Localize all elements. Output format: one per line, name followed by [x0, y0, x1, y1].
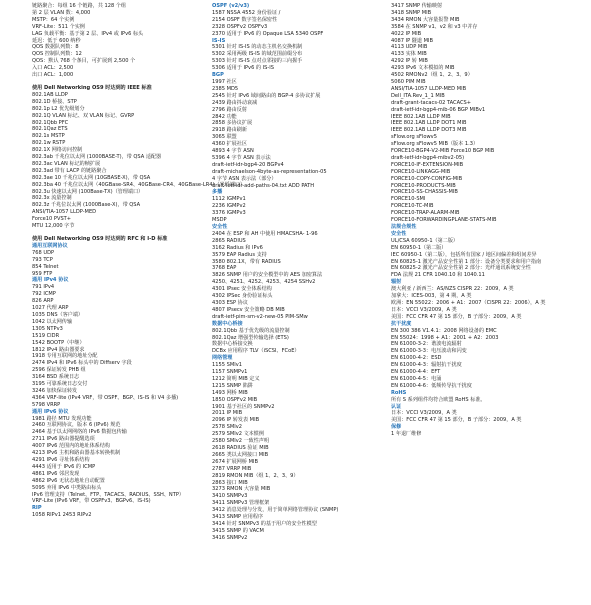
spec-line: 2096 IP 转发表 MIB [212, 417, 260, 424]
spec-line: FORCE10-IF-EXTENSION-MIB [391, 161, 464, 168]
section-heading: 使用 Dell Networking OS9 时达到的 RFC 和 I-D 标准 [32, 236, 168, 242]
spec-line: 802.1Q VLAN 标记、双 VLAN 标记、GVRP [32, 112, 135, 119]
spec-line: 854 Telnet [32, 263, 59, 270]
spec-line: FORCE10-TC-MIB [391, 203, 434, 210]
spec-line: 2858 多协议扩展 [212, 120, 253, 127]
spec-line: 3826 SNMP 用户的安全模型中的 AES 加密算法 [212, 272, 323, 279]
section-heading: 通用 IPv4 协议 [32, 277, 69, 284]
spec-line: FORCE10-COPY-CONFIG-MIB [391, 175, 463, 182]
spec-line: 2579 SMIv2 文本惯例 [212, 431, 264, 438]
section-heading: 使用 Dell Networking OS9 时达到的 IEEE 标准 [32, 84, 152, 91]
spec-line: 日本：VCCI V3/2009，A 类 [391, 306, 457, 313]
spec-column-3 [391, 3, 573, 438]
spec-line: FORCE10-SMI [391, 196, 426, 203]
spec-line: IEEE 802.1AB LLDP DOT3 MIB [391, 127, 467, 134]
spec-line: 1493 网桥 MIB [212, 389, 248, 396]
spec-line: 链路聚合：每组 16 个链路，共 128 个组 [32, 3, 126, 9]
spec-line: draft-grant-tacacs-02 TACACS+ [391, 99, 472, 106]
spec-line: 数据中心桥接交换 [212, 341, 253, 348]
spec-line: 美国：FCC CFR 47 第 15 部分，B 子部分：2009，A 类 [391, 417, 522, 424]
spec-line: 2474 IPv4 和 IPv6 标头中的 Diffserv 字段 [32, 360, 132, 367]
spec-line: 4301 IPsec 安全体系结构 [212, 286, 272, 293]
spec-line: 1155 SMIv1 [212, 362, 242, 369]
spec-line: 4364 VRF-lite (IPv4 VRF，带 OSPF、BGP、IS-IS 和 V4 多播) [32, 394, 179, 401]
section-heading: 法规合规性 [391, 224, 417, 230]
spec-line: FORCE10-FORWARDINGPLANE-STATS-MIB [391, 217, 497, 224]
spec-line: DCBx 应用程序 TLV（iSCSI、FCoE） [212, 348, 300, 355]
spec-line: 4302 IPSec 身份验证标头 [212, 293, 273, 300]
spec-line: 2578 SMIv2 [212, 424, 242, 431]
spec-line: 3415 SNMP 的 VACM [212, 527, 264, 534]
spec-line: sFlow.org sFlowv5 [391, 134, 437, 141]
spec-line: 2819 RMON MIB（组 1、2、3、9） [212, 472, 299, 479]
spec-line: 4893 4 字节 ASN [212, 148, 254, 155]
spec-line: EN 61000-3-3：电压波动和闪变 [391, 348, 467, 355]
spec-line: 4303 ESP 协议 [212, 299, 248, 306]
spec-line: 2863 接口 MIB [212, 479, 248, 486]
spec-line: 2665 类以太网接口 MIB [212, 451, 269, 458]
spec-line: FORCE10-SS-CHASSIS-MIB [391, 189, 458, 196]
section-heading: BGP [212, 72, 224, 79]
spec-line: 2580 SMIv2 一致性声明 [212, 438, 270, 445]
spec-line: 802.1w RSTP [32, 140, 66, 147]
spec-line: 1215 SNMP 陷阱 [212, 382, 253, 389]
spec-line: 5396 4 字节 ASN 表示法 [212, 154, 271, 161]
spec-line: 2385 MD5 [212, 85, 239, 92]
spec-line: 1157 SNMPv1 [212, 369, 248, 376]
spec-line: IEC 60950-1（第二版），包括所有国家 / 地区间偏差和组间差异 [391, 251, 537, 258]
spec-line: 802.3z 千兆位以太网 (1000Base-X)，带 QSA [32, 202, 141, 209]
spec-line: 4291 IPv6 寻址体系结构 [32, 457, 90, 463]
spec-line: 1042 以太网传输 [32, 318, 73, 325]
spec-line: FORCE10-LINKAGG-MIB [391, 168, 451, 175]
spec-line: UL/CSA 60950-1（第二版） [391, 237, 459, 244]
spec-line: ANSI/TIA-1057 LLDP-MED [32, 209, 97, 216]
spec-line: 4213 IPv6 主机和路由器基本转换机制 [32, 450, 121, 457]
spec-line: 3417 SNMP 传输映射 [391, 3, 443, 9]
spec-line: 802.1AB LLDP [32, 91, 68, 98]
spec-line: 802.3ac VLAN 标记的帧扩展 [32, 160, 101, 167]
spec-line: 5060 PIM MIB [391, 78, 426, 85]
spec-line: 3579 EAP Radius 支持 [212, 251, 267, 258]
spec-line: 2842 功能 [212, 113, 237, 120]
spec-line: 802.1X 网络访问控制 [32, 147, 83, 154]
spec-line: 欧洲：EN 55022：2006 + A1：2007（CISPR 22：2006），A 类 [391, 299, 546, 306]
spec-line: Dell_ITA.Rev_1_1 MIB [391, 92, 445, 99]
section-heading: 辐射 [391, 279, 402, 286]
spec-line: IPv6 管理支持（Telnet、FTP、TACACS、RADIUS、SSH、NTP） [32, 491, 185, 498]
spec-line: 791 IPv4 [32, 284, 55, 291]
spec-column-2 [212, 3, 384, 542]
spec-line: 2154 OSPF 数字签名保密性 [212, 16, 278, 23]
section-heading: 安全性 [391, 230, 407, 237]
spec-line: 2711 IPv6 路由器提醒选项 [32, 436, 95, 443]
spec-line: 5798 VRRP [32, 401, 61, 408]
spec-line: 802.1p L2 优先级划分 [32, 105, 85, 112]
section-heading: 抗干扰度 [391, 320, 412, 327]
spec-line: 3414 针对 SNMPv3 的基于用户的安全性模型 [212, 520, 317, 527]
spec-line: EN 61000-4-3：辐射抗干扰度 [391, 362, 462, 369]
spec-line: VRF-Lite (IPv6 VRF，带 OSPFv3、BGPv6、IS-IS) [32, 498, 151, 505]
spec-line: draft-ietf-pim-sm-v2-new-05 PIM-SMw [212, 313, 308, 320]
spec-line: 802.1Qbb PFC [32, 119, 69, 126]
spec-line: 802.1D 桥接、STP [32, 98, 77, 105]
spec-line: 2236 IGMPv2 [212, 203, 246, 210]
spec-line: 802.1Qbb 基于优先级的流量控制 [212, 327, 290, 334]
spec-line: 2618 RADIUS 验证 MIB [212, 445, 269, 451]
spec-line: 3065 联盟 [212, 134, 237, 141]
spec-line: 4113 UDP MIB [391, 44, 428, 51]
spec-line: 4250、4251、4252、4253、4254 SSHv2 [212, 279, 316, 286]
spec-line: 第 2 层 VLAN 数：4,000 [32, 9, 91, 16]
spec-line: 5095 弃用 IPv6 中类路由标头 [32, 484, 102, 491]
spec-line: EN 61000-4-6：低频传导抗干扰度 [391, 382, 472, 389]
section-heading: OSPF (v2/v3) [212, 3, 250, 9]
spec-line: 802.3ad 带有 LACP 的链路聚合 [32, 167, 107, 174]
spec-line: 1212 简明 MIB 定义 [212, 375, 260, 382]
spec-line: 2464 基于以太网网络的 IPv6 数据包传输 [32, 429, 127, 436]
spec-line: 2328 OSPFv2 OSPFv3 [212, 23, 268, 30]
spec-line: 802.3ab 千兆位以太网 (1000BASE-T)，带 QSA 适配器 [32, 154, 162, 161]
spec-line: 1812 IPv4 路由器要求 [32, 346, 85, 353]
spec-line: EN 61000-4-4：EFT [391, 369, 441, 376]
spec-line: 3273 RMON 大容量 MIB [212, 486, 271, 493]
spec-line: EN 60825-1 激光产品安全性第 1 部分：设备分类要求和用户指南 [391, 258, 542, 265]
spec-line: MSTP：64 个实例 [32, 16, 75, 23]
spec-line: draft-michaelson-4byte-as-representation-05 [212, 168, 327, 175]
spec-line: 澳大利亚 / 新西兰：AS/NZS CISPR 22：2009，A 类 [391, 286, 514, 293]
section-heading: IS-IS [212, 37, 226, 44]
spec-line: 802.1Qaz ETS [32, 126, 68, 133]
spec-line: MTU 12,000 字节 [32, 223, 75, 230]
spec-line: 4 字节 ASN 表示法（部分） [212, 175, 277, 182]
spec-line: 826 ARP [32, 298, 54, 305]
spec-line: 所有 S 系列组件均符合欧盟 RoHS 标准。 [391, 396, 486, 403]
spec-line: 4087 IP 隧道 MIB [391, 37, 433, 44]
spec-line: 802.1s MSTP [32, 133, 65, 140]
spec-line: QOS：默认 768 个条目，可扩展到 2,500 个 [32, 58, 136, 65]
spec-line: FORCE10-PRODUCTS-MIB [391, 182, 456, 189]
spec-line: IEEE 802.1AB LLDP DOT1 MIB [391, 120, 467, 127]
spec-line: 4443 适用于 IPv6 的 ICMP [32, 463, 96, 470]
spec-line: 加拿大：ICES-003，第 4 期，A 类 [391, 293, 472, 300]
spec-line: 延迟：低于 600 纳秒 [32, 37, 81, 44]
spec-line: 1519 CIDR [32, 332, 60, 339]
spec-line: sFlow.org sFlowv5 MIB（版本 1.3） [391, 141, 479, 148]
spec-line: 3164 BSD 系统日志 [32, 374, 80, 381]
spec-line: 3580 802.1X，带有 RADIUS [212, 258, 281, 265]
spec-line: EN 55024：1998 + A1：2001 + A2：2003 [391, 334, 499, 341]
spec-line: Force10 PVST+ [32, 216, 72, 223]
spec-line: 5306 适用于 IPv6 的 IS-IS [212, 65, 274, 72]
spec-line: EN 60825-2 激光产品安全性第 2 部分：光纤通讯系统安全性 [391, 265, 531, 272]
spec-line: 802.3u 快速以太网 (100Base-TX)（管理端口） [32, 188, 144, 195]
spec-line: EN 61000-3-2：谐波电流辐射 [391, 341, 462, 348]
spec-line: FORCE10-TRAP-ALARM-MIB [391, 210, 460, 217]
spec-line: draft-ietf-idr-bgp4-mibv2-05) [391, 154, 465, 161]
section-heading: 网络管理 [212, 355, 233, 362]
spec-line: 2460 互联网协议，版本 6 (IPv6) 规范 [32, 422, 121, 429]
spec-line: 3410 SNMPv3 [212, 493, 248, 500]
spec-line: 出口 ACL：1,000 [32, 72, 74, 79]
spec-line: 802.3x 流量控制 [32, 195, 72, 202]
spec-line: 2439 路由抖动衰减 [212, 99, 258, 106]
spec-line: 4007 IPv6 范围内的地址体系结构 [32, 443, 110, 450]
section-heading: 认证 [391, 403, 402, 410]
spec-line: EN 60950-1（第二版） [391, 244, 447, 251]
spec-line: 1058 RIPv1 2453 RIPv2 [32, 512, 92, 519]
spec-line: 5301 针对 IS-IS 的动态主机名交换机制 [212, 44, 303, 51]
section-heading: 安全性 [212, 224, 228, 230]
spec-line: 792 ICMP [32, 291, 56, 298]
spec-line: 4502 RMONv2（组 1、2、3、9） [391, 72, 473, 79]
spec-line: 2596 保证转发 PHB 组 [32, 367, 86, 374]
spec-line: 5302 采用两级 IS-IS 的域范围前缀分布 [212, 51, 303, 58]
spec-line: 1035 DNS（客户端） [32, 311, 84, 318]
spec-line: 959 FTP [32, 270, 53, 277]
spec-line: 802.1Qaz 增强型传输选择 (ETS) [212, 334, 289, 341]
spec-line: MSDP [212, 217, 227, 224]
spec-line: ANSI/TIA-1057 LLDP-MED MIB [391, 85, 467, 92]
spec-line: 4360 扩展社区 [212, 141, 247, 148]
spec-line: 2545 针对 IPv6 域间路由的 BGP-4 多协议扩展 [212, 92, 321, 99]
spec-line: 1 年退厂维修 [391, 431, 422, 438]
spec-line: 3246 加快保证转发 [32, 387, 78, 394]
section-heading: RoHS [391, 389, 407, 396]
spec-line: 1981 路径 MTU 发现功能 [32, 415, 92, 422]
spec-line: EN 61000-4-2：ESD [391, 355, 442, 362]
spec-line: 4292 IP 转 MIB [391, 58, 428, 65]
section-heading: RIP [32, 505, 42, 512]
spec-line: LAG 负载平衡：基于第 2 层、IPv4 或 IPv6 标头 [32, 30, 144, 37]
spec-line: 2011 IP MIB [212, 410, 243, 417]
spec-line: 日本：VCCI V3/2009，A 类 [391, 410, 457, 417]
spec-line: 3416 SNMPv2 [212, 534, 248, 541]
spec-line: 1918 专用互联网的地址分配 [32, 353, 98, 360]
spec-line: IEEE 802.1AB LLDP MIB [391, 113, 451, 120]
spec-line: 768 UDP [32, 249, 55, 256]
spec-line: 美国：FCC CFR 47 第 15 部分，B 子部分：2009，A 类 [391, 313, 522, 320]
spec-line: EN 61000-4-5：电涌 [391, 375, 442, 382]
spec-line: draft-ietf-idr-bgp4-mib-06 BGP MIBv1 [391, 106, 486, 113]
spec-line: 3412 消息处理与分发，用于简单网络管理协议 (SNMP) [212, 507, 339, 514]
spec-line: 3584 在 SNMP v1、v2 和 v3 中并存 [391, 23, 478, 30]
spec-line: 3162 Radius 和 IPv6 [212, 244, 263, 251]
spec-line: 4293 IPv6 文本模拟的 MIB [391, 65, 455, 72]
spec-line: 3376 IGMPv3 [212, 210, 246, 217]
spec-line: 1850 OSPFv2 MIB [212, 396, 258, 403]
spec-line: 3434 RMON 大容量报警 MIB [391, 16, 460, 23]
spec-line: 3768 EAP [212, 265, 237, 272]
spec-line: 4022 IP MIB [391, 30, 422, 37]
section-heading: 保修 [391, 424, 402, 431]
spec-line: 入口 ACL：2,500 [32, 65, 74, 72]
spec-line: 1997 社区 [212, 78, 237, 85]
spec-line: 2674 扩展网桥 MIB [212, 458, 258, 465]
spec-line: VRF-Lite：511 个实例 [32, 23, 85, 30]
spec-line: draft-ietf-idr-bgp4-20 BGPv4 [212, 161, 284, 168]
section-heading: 数据中心桥接 [212, 320, 243, 327]
spec-line: 4807 IPsecv 安全策略 DB MIB [212, 306, 285, 313]
spec-line: QOS 控制队列数：12 [32, 51, 82, 58]
spec-line: EN 300 386 V1.4.1：2008 网络设备的 EMC [391, 327, 497, 334]
spec-line: 1305 NTPv3 [32, 325, 63, 332]
spec-line: 2865 RADIUS [212, 237, 246, 244]
spec-line: QOS 数据队列数：8 [32, 44, 79, 51]
spec-line: 793 TCP [32, 256, 53, 263]
spec-line: 1542 BOOTP（中继） [32, 339, 85, 346]
spec-line: 3195 可靠系统日志交付 [32, 381, 88, 388]
spec-line: 1027 代理 ARP [32, 305, 69, 312]
spec-line: 1112 IGMPv1 [212, 196, 246, 203]
spec-line: 3411 SNMPv3 管理框架 [212, 500, 270, 507]
spec-line: 4861 IPv6 邻居发现 [32, 470, 80, 477]
spec-line: 4862 IPv6 无状态地址自动配置 [32, 477, 105, 484]
spec-line: 1901 基于社区的 SNMPv2 [212, 403, 275, 410]
spec-line: 4133 实体 MIB [391, 51, 427, 58]
spec-line: draft-ietf-idr-add-paths-04.txt ADD PATH [212, 182, 315, 189]
spec-line: 802.3ba 40 千兆位以太网（40GBase-SR4、40GBase-CR4、40GBase-LR4)（光纤端口） [32, 181, 246, 188]
section-heading: 通用 IPv6 协议 [32, 408, 69, 415]
spec-line: 802.3ae 10 千兆位以太网 (10GBASE-X)，带 QSA [32, 174, 151, 181]
spec-line: 2796 路由反射 [212, 106, 247, 113]
spec-line: 2370 适用于 IPv6 的 Opaque LSA 5340 OSPF [212, 30, 324, 37]
section-heading: 通用互联网协议 [32, 242, 68, 249]
section-heading: 多播 [212, 189, 223, 196]
spec-line: FORCE10-BGP4-V2-MIB Force10 BGP MIB [391, 148, 495, 155]
spec-line: 2918 路由刷新 [212, 127, 247, 134]
spec-line: 3418 SNMP MIB [391, 9, 432, 16]
spec-line: 5303 针对 IS-IS 点对点邻接的三向握手 [212, 58, 303, 65]
spec-line: 1587 NSSA 4552 身份验证 / [212, 9, 281, 16]
spec-line: FDA 法规 21 CFR 1040.10 和 1040.11 [391, 272, 485, 279]
spec-line: 3413 SNMP 应用程序 [212, 514, 264, 521]
spec-line: 2404 在 ESP 和 AH 中使用 HMACSHA- 1-96 [212, 230, 318, 237]
spec-line: 2787 VRRP MIB [212, 465, 252, 472]
